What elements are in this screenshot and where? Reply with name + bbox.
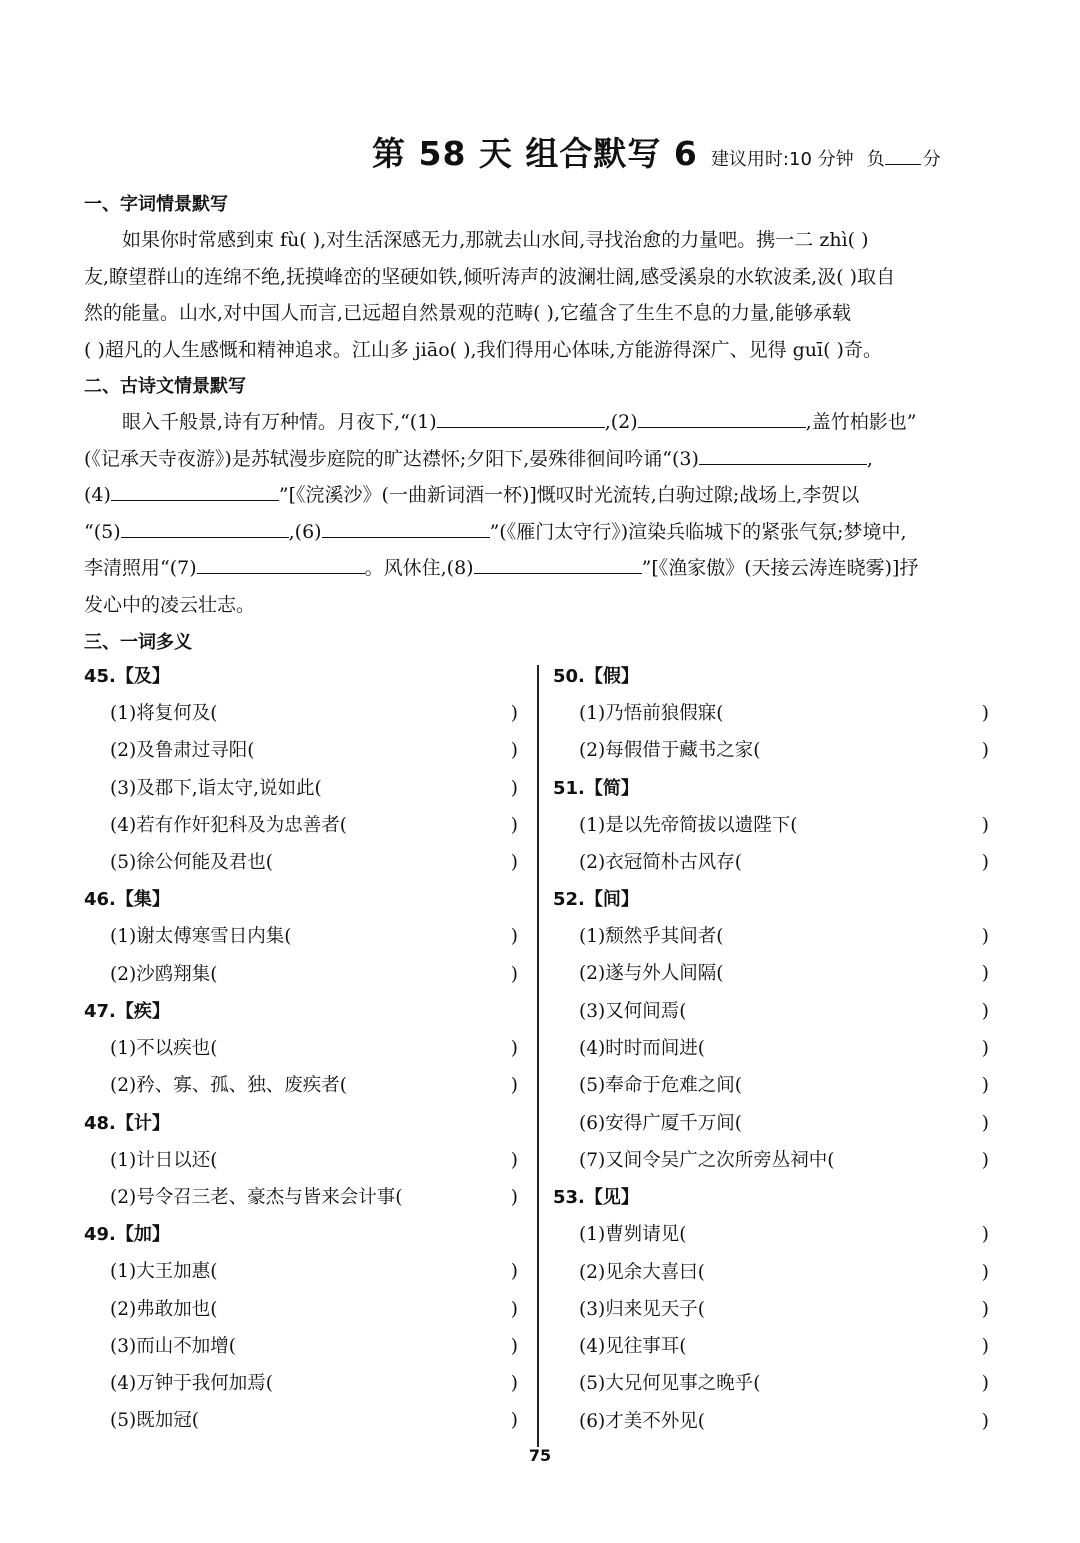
poem-text: , xyxy=(866,447,873,470)
poem-text: 李清照用“(7) xyxy=(84,557,197,579)
answer-blank-1[interactable] xyxy=(437,407,605,428)
word-group xyxy=(553,770,995,882)
word-group xyxy=(84,658,524,881)
column-divider xyxy=(537,665,539,1447)
suggested-time: 建议用时:10 分钟 xyxy=(710,149,854,170)
section1-line-4: ( )超凡的人生感慨和精神追求。江山多 jiāo( ),我们得用心体味,方能游得深广、见得 guī( )奇。 xyxy=(84,338,882,361)
meaning-item[interactable] xyxy=(553,1142,995,1179)
word-group-heading: 51.【简】 xyxy=(553,777,639,799)
meaning-item-text: (4)见往事耳( xyxy=(579,1336,687,1358)
meaning-item[interactable] xyxy=(553,993,995,1030)
answer-close-paren: ) xyxy=(981,1336,989,1358)
score-prefix: 负 xyxy=(866,149,885,170)
word-group xyxy=(84,1216,524,1439)
answer-close-paren: ) xyxy=(510,1261,518,1283)
meaning-item-text: (1)不以疾也( xyxy=(110,1038,218,1060)
answer-close-paren: ) xyxy=(981,963,989,985)
meaning-item-text: (2)矜、寡、孤、独、废疾者( xyxy=(110,1075,347,1097)
word-group-heading: 45.【及】 xyxy=(84,666,170,687)
meaning-item[interactable] xyxy=(553,1291,995,1328)
answer-close-paren: ) xyxy=(981,1373,989,1395)
meaning-item-text: (7)又间令吴广之次所旁丛祠中( xyxy=(579,1149,835,1171)
answer-close-paren: ) xyxy=(981,926,989,948)
meaning-item-text: (4)若有作奸犯科及为忠善者( xyxy=(110,814,347,836)
meaning-item-text: (5)大兄何见事之晚乎( xyxy=(579,1373,761,1395)
answer-close-paren: ) xyxy=(510,777,518,799)
meaning-item[interactable] xyxy=(553,955,995,992)
answer-blank-8[interactable] xyxy=(474,553,642,574)
score-blank[interactable] xyxy=(885,148,921,165)
word-group xyxy=(553,1179,995,1440)
meaning-item[interactable] xyxy=(84,1328,524,1365)
word-group-heading: 47.【疾】 xyxy=(84,1001,170,1023)
meaning-item-text: (2)衣冠简朴古风存( xyxy=(579,851,742,873)
page-title: 第 58 天 组合默写 6 xyxy=(372,134,698,173)
answer-close-paren: ) xyxy=(510,1298,518,1320)
answer-close-paren: ) xyxy=(510,1373,518,1395)
meaning-item-text: (1)计日以还( xyxy=(110,1149,218,1171)
meaning-item[interactable] xyxy=(84,1253,524,1290)
answer-close-paren: ) xyxy=(510,1075,518,1097)
poem-text: (《记承天寺夜游》)是苏轼漫步庭院的旷达襟怀;夕阳下,晏殊徘徊间吟诵“(3) xyxy=(84,447,699,470)
answer-blank-3[interactable] xyxy=(699,444,867,465)
meaning-item-text: (1)曹刿请见( xyxy=(579,1224,687,1246)
answer-close-paren: ) xyxy=(981,1149,989,1171)
word-group xyxy=(553,658,995,770)
section1-line-1: 如果你时常感到束 fù( ),对生活深感无力,那就去山水间,寻找治愈的力量吧。携一二 zhì( ) xyxy=(122,229,869,251)
meaning-item[interactable] xyxy=(84,695,524,732)
meaning-item[interactable] xyxy=(84,1179,524,1216)
answer-close-paren: ) xyxy=(510,1149,518,1171)
section2-title: 二、古诗文情景默写 xyxy=(84,376,246,397)
answer-close-paren: ) xyxy=(981,851,989,873)
right-column xyxy=(553,658,995,1440)
word-group xyxy=(84,993,524,1105)
answer-close-paren: ) xyxy=(981,814,989,836)
answer-close-paren: ) xyxy=(981,1410,989,1432)
meaning-item-text: (2)见余大喜曰( xyxy=(579,1261,705,1283)
answer-close-paren: ) xyxy=(981,1075,989,1097)
poem-text: ”[《渔家傲》(天接云涛连晓雾)]抒 xyxy=(641,557,919,579)
meaning-item[interactable] xyxy=(84,1067,524,1104)
meaning-item[interactable] xyxy=(84,807,524,844)
poem-text: 眼入千般景,诗有万种情。月夜下,“(1) xyxy=(122,411,437,433)
answer-close-paren: ) xyxy=(510,852,518,874)
answer-blank-6[interactable] xyxy=(322,517,490,538)
meaning-item[interactable] xyxy=(553,1328,995,1365)
meaning-item[interactable] xyxy=(84,1142,524,1179)
answer-blank-5[interactable] xyxy=(121,517,289,538)
meaning-item-text: (1)是以先帝简拔以遗陛下( xyxy=(579,814,798,836)
meaning-item[interactable] xyxy=(553,1403,995,1440)
meaning-item-text: (4)万钟于我何加焉( xyxy=(110,1373,273,1395)
meaning-item[interactable] xyxy=(84,956,524,993)
word-group-heading: 49.【加】 xyxy=(84,1224,170,1246)
meaning-item-text: (2)沙鸥翔集( xyxy=(110,963,218,985)
meaning-item[interactable] xyxy=(553,732,995,769)
word-group-heading: 48.【计】 xyxy=(84,1112,170,1134)
poem-text: ,盖竹柏影也” xyxy=(805,411,917,433)
answer-blank-2[interactable] xyxy=(638,407,806,428)
meaning-item-text: (1)大王加惠( xyxy=(110,1261,218,1283)
meaning-item[interactable] xyxy=(553,1365,995,1402)
meaning-item-text: (1)谢太傅寒雪日内集( xyxy=(110,926,292,948)
meaning-item[interactable] xyxy=(553,695,995,732)
meaning-item[interactable] xyxy=(553,1216,995,1253)
meaning-item[interactable] xyxy=(84,1402,524,1439)
meaning-item-text: (5)既加冠( xyxy=(110,1410,199,1432)
word-group xyxy=(553,881,995,1179)
word-group-heading: 46.【集】 xyxy=(84,889,170,911)
word-group-heading: 53.【见】 xyxy=(553,1187,639,1209)
meaning-item-text: (3)归来见天子( xyxy=(579,1298,705,1320)
poem-text: 。风休住,(8) xyxy=(364,557,474,579)
meaning-item[interactable] xyxy=(553,844,995,881)
meaning-item[interactable] xyxy=(553,1067,995,1104)
meaning-item[interactable] xyxy=(84,918,524,955)
answer-close-paren: ) xyxy=(510,1038,518,1060)
meaning-item-text: (4)时时而间进( xyxy=(579,1038,705,1060)
answer-close-paren: ) xyxy=(981,703,989,724)
answer-close-paren: ) xyxy=(510,963,518,985)
answer-close-paren: ) xyxy=(510,1186,518,1208)
meaning-item[interactable] xyxy=(84,1365,524,1402)
answer-close-paren: ) xyxy=(510,814,518,836)
meaning-item[interactable] xyxy=(553,1254,995,1291)
poem-text: (4) xyxy=(84,484,111,506)
section3-title: 三、一词多义 xyxy=(84,632,192,653)
poem-text: ,(2) xyxy=(604,411,638,433)
section1-title: 一、字词情景默写 xyxy=(84,194,228,215)
left-column xyxy=(84,658,524,1440)
page-number: 75 xyxy=(528,1446,552,1465)
poem-text: ”[《浣溪沙》(一曲新词酒一杯)]慨叹时光流转,白驹过隙;战场上,李贺以 xyxy=(278,484,860,506)
meaning-item-text: (2)弗敢加也( xyxy=(110,1298,218,1320)
meaning-item[interactable] xyxy=(553,1030,995,1067)
answer-close-paren: ) xyxy=(510,740,518,762)
meaning-item-text: (3)而山不加增( xyxy=(110,1335,236,1357)
meaning-item[interactable] xyxy=(84,1291,524,1328)
meaning-item-text: (5)徐公何能及君也( xyxy=(110,852,273,874)
answer-blank-4[interactable] xyxy=(111,480,279,501)
word-group xyxy=(84,881,524,993)
meaning-item-text: (2)及鲁肃过寻阳( xyxy=(110,740,255,762)
answer-blank-7[interactable] xyxy=(197,553,365,574)
answer-close-paren: ) xyxy=(510,926,518,948)
meaning-item-text: (3)又何间焉( xyxy=(579,1000,687,1022)
meaning-item-text: (1)颓然乎其间者( xyxy=(579,926,724,948)
meaning-item-text: (2)每假借于藏书之家( xyxy=(579,740,761,762)
section1-line-2: 友,瞭望群山的连绵不绝,抚摸峰峦的坚硬如铁,倾听涛声的波澜壮阔,感受溪泉的水软波柔,汲( )取自 xyxy=(84,265,896,288)
answer-close-paren: ) xyxy=(510,1335,518,1357)
page-header xyxy=(372,128,941,175)
meaning-item[interactable] xyxy=(84,1030,524,1067)
meaning-item[interactable] xyxy=(84,732,524,769)
meaning-item[interactable] xyxy=(84,844,524,881)
poem-text: ,(6) xyxy=(288,520,322,543)
word-group-heading: 50.【假】 xyxy=(553,666,639,687)
meaning-item-text: (5)奉命于危难之间( xyxy=(579,1075,742,1097)
meaning-item-text: (3)及郡下,诣太守,说如此( xyxy=(110,777,322,799)
poem-text: ”(《雁门太守行》)渲染兵临城下的紧张气氛;梦境中, xyxy=(489,520,907,543)
meaning-item-text: (6)安得广厦千万间( xyxy=(579,1112,742,1134)
score-suffix: 分 xyxy=(922,149,941,170)
answer-close-paren: ) xyxy=(510,703,518,724)
answer-close-paren: ) xyxy=(510,1410,518,1432)
meaning-item-text: (2)遂与外人间隔( xyxy=(579,963,724,985)
answer-close-paren: ) xyxy=(981,740,989,762)
answer-close-paren: ) xyxy=(981,1224,989,1246)
meaning-item-text: (6)才美不外见( xyxy=(579,1410,705,1432)
section1-paragraph xyxy=(84,222,996,368)
poem-text: 发心中的凌云壮志。 xyxy=(84,593,256,616)
answer-close-paren: ) xyxy=(981,1112,989,1134)
word-group-heading: 52.【间】 xyxy=(553,889,639,911)
word-group xyxy=(84,1105,524,1217)
section1-line-3: 然的能量。山水,对中国人而言,已远超自然景观的范畴( ),它蕴含了生生不息的力量,能够承载 xyxy=(84,302,852,324)
meaning-item-text: (1)乃悟前狼假寐( xyxy=(579,703,724,724)
meaning-item[interactable] xyxy=(84,770,524,807)
answer-close-paren: ) xyxy=(981,1261,989,1283)
answer-close-paren: ) xyxy=(981,1038,989,1060)
poem-text: “(5) xyxy=(84,520,121,543)
meaning-item[interactable] xyxy=(553,1105,995,1142)
answer-close-paren: ) xyxy=(981,1000,989,1022)
meaning-item[interactable] xyxy=(553,807,995,844)
meaning-item[interactable] xyxy=(553,918,995,955)
meaning-item-text: (1)将复何及( xyxy=(110,703,218,724)
section2-paragraph xyxy=(84,404,996,623)
meaning-item-text: (2)号令召三老、豪杰与皆来会计事( xyxy=(110,1186,403,1208)
answer-close-paren: ) xyxy=(981,1298,989,1320)
